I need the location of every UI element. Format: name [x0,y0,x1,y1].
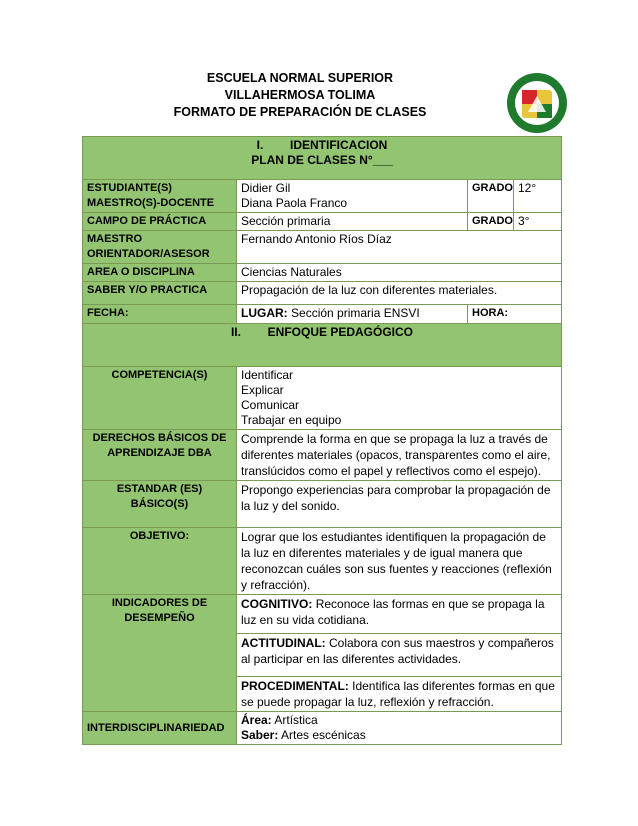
cognitivo-text: Reconoce las formas en que se propaga la luz en su vida cotidiana. [241,597,545,627]
grado1-value: 12° [514,180,562,213]
section2-header-row [83,324,562,367]
indicadores-label [83,595,237,712]
estandar-text: Propongo experiencias para comprobar la propagación de la luz y del sonido. [237,481,562,528]
objetivo-text: Lograr que los estudiantes identifiquen la propagación de la luz en diferentes materiales y de igual manera que reconozcan cuáles son sus fuentes y reacciones (reflexión y refracción). [237,528,562,595]
indicador-cognitivo-row [83,595,562,634]
section1-header [83,137,562,180]
fecha-label: FECHA: [83,305,237,324]
fecha-row [83,305,562,324]
section1-number: I. [256,138,264,152]
actitudinal-label: ACTITUDINAL: [241,636,326,650]
grado2-label: GRADO [468,213,514,231]
indicadores-label-2: DESEMPEÑO [124,612,195,624]
area-value: Ciencias Naturales [237,264,562,282]
competencia-row [83,367,562,430]
saber-value-inline: Artes escénicas [281,728,366,742]
student-name-1: Didier Gil [241,181,291,195]
saber-label-inline: Saber: [241,728,279,742]
estandar-label-1: ESTANDAR (ES) [116,483,203,495]
lesson-plan-table [82,136,562,745]
area-label: AREA O DISCIPLINA [83,264,237,282]
lugar-label: LUGAR: [241,306,288,320]
procedimental-label: PROCEDIMENTAL: [241,679,349,693]
estandar-label-2: BÁSICO(S) [130,498,189,510]
interdisciplinariedad-row [83,712,562,745]
estandar-row [83,481,562,528]
estudiante-label [83,180,237,213]
school-name: ESCUELA NORMAL SUPERIOR [206,71,394,85]
saber-row [83,282,562,305]
interdisciplinariedad-value [237,712,562,745]
indicador-actitudinal [237,634,562,677]
procedimental-text: Identifica las diferentes formas en que se puede propagar la luz, reflexión y refracción. [241,679,555,709]
competencia-item: Identificar [241,368,294,382]
area-label-inline: Área: [241,713,272,727]
competencia-label: COMPETENCIA(S) [83,367,237,430]
student-name-2: Diana Paola Franco [241,196,348,210]
section2-title: ENFOQUE PEDAGÓGICO [267,325,414,339]
plan-number: PLAN DE CLASES N°___ [251,153,393,167]
dba-label-1: DERECHOS BÁSICOS DE [92,432,227,444]
estudiante-row [83,180,562,213]
area-row [83,264,562,282]
competencia-list [237,367,562,430]
competencia-item: Comunicar [241,398,300,412]
competencia-item: Explicar [241,383,284,397]
estandar-label [83,481,237,528]
interdisciplinariedad-label: INTERDISCIPLINARIEDAD [83,712,237,745]
cognitivo-label: COGNITIVO: [241,597,313,611]
interdisciplinariedad-saber [241,728,557,743]
section2-header [83,324,562,367]
form-title: FORMATO DE PREPARACIÓN DE CLASES [173,105,427,119]
campo-label: CAMPO DE PRÁCTICA [83,213,237,231]
indicador-cognitivo [237,595,562,634]
saber-label: SABER Y/O PRACTICA [83,282,237,305]
estudiante-value [237,180,468,213]
maestro-label: MAESTRO ORIENTADOR/ASESOR [83,231,237,264]
section2-number: II. [230,325,241,339]
grado1-label: GRADO [468,180,514,213]
school-logo [506,72,568,134]
campo-value: Sección primaria [237,213,468,231]
document-header [120,70,480,121]
area-value-inline: Artística [274,713,318,727]
indicador-procedimental [237,677,562,712]
campo-row [83,213,562,231]
lugar-value: Sección primaria ENSVI [291,306,420,320]
indicadores-label-1: INDICADORES DE [111,597,208,609]
hora-label: HORA: [468,305,562,324]
dba-label-2: APRENDIZAJE DBA [107,447,212,459]
dba-text: Comprende la forma en que se propaga la luz a través de diferentes materiales (opacos, transparentes como el aire, translúcidos como el papel y reflectivos como el espejo). [237,430,562,481]
section1-header-row [83,137,562,180]
grado2-value: 3° [514,213,562,231]
objetivo-label: OBJETIVO: [83,528,237,595]
competencia-item: Trabajar en equipo [241,413,342,427]
interdisciplinariedad-area [241,713,557,728]
estudiante-label-1: ESTUDIANTE(S) [87,182,172,194]
maestro-value: Fernando Antonio Ríos Díaz [237,231,562,264]
lugar-cell [237,305,468,324]
dba-label [83,430,237,481]
section1-title: IDENTIFICACION [290,138,388,152]
actitudinal-text: Colabora con sus maestros y compañeros al participar en las diferentes actividades. [241,636,554,666]
school-location: VILLAHERMOSA TOLIMA [224,88,376,102]
maestro-row [83,231,562,264]
estudiante-label-2: MAESTRO(S)-DOCENTE [87,197,215,209]
dba-row [83,430,562,481]
objetivo-row [83,528,562,595]
saber-value: Propagación de la luz con diferentes materiales. [237,282,562,305]
